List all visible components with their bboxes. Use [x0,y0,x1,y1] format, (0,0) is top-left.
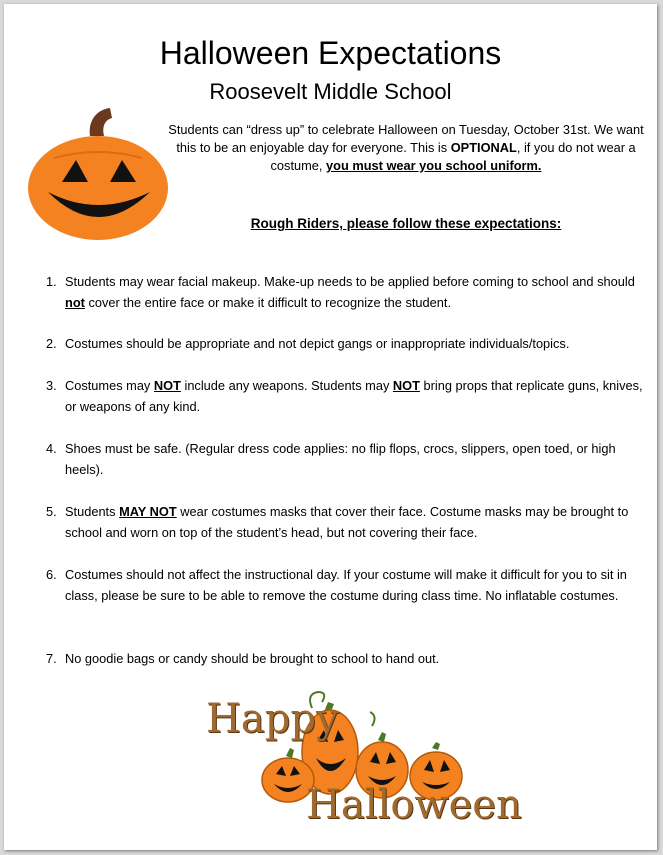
intro-paragraph [168,121,644,175]
item-number: 1. [46,274,57,289]
item-number: 6. [46,567,57,582]
halloween-word: Halloween [306,782,522,828]
item-text: Students may wear facial makeup. Make-up needs to be applied before coming to school and should not cover the entire face or make it difficult to recognize the student. [65,274,635,310]
item-text: No goodie bags or candy should be brought to school to hand out. [65,651,440,666]
item-number: 7. [46,651,57,666]
item-number: 3. [46,378,57,393]
uniform-text: you must wear you school uniform. [326,158,542,173]
happy-word: Happy [206,696,339,742]
expectations-heading: Rough Riders, please follow these expectations: [250,216,562,231]
item-number: 2. [46,336,57,351]
item-text: Costumes should be appropriate and not depict gangs or inappropriate individuals/topics. [65,336,570,351]
intro-text-2: , if you do not wear a costume, [270,140,636,173]
intro-text-1: Students can “dress up” to celebrate Halloween on Tuesday, October 31st. We want this to be an enjoyable day for everyone. This is [168,122,644,155]
item-text: Shoes must be safe. (Regular dress code applies: no flip flops, crocs, slippers, open toed, or high heels). [65,441,616,477]
school-name: Roosevelt Middle School [209,79,452,104]
document-title: Halloween Expectations [159,35,502,71]
jack-o-lantern-icon [24,102,172,242]
optional-text: OPTIONAL [450,140,517,155]
item-text: Students MAY NOT wear costumes masks that cover their face. Costume masks may be brought to school and worn on top of the student’s head, but not covering their face. [65,504,629,540]
item-text: Costumes should not affect the instructional day. If your costume will make it difficult for you to sit in class, please be sure to be able to remove the costume during class time. No inflatable costumes. [65,567,627,603]
item-number: 4. [46,441,57,456]
happy-halloween-graphic [200,688,522,828]
item-number: 5. [46,504,57,519]
document-page [4,4,657,850]
item-text: Costumes may NOT include any weapons. Students may NOT bring props that replicate guns, knives, or weapons of any kind. [65,378,643,414]
